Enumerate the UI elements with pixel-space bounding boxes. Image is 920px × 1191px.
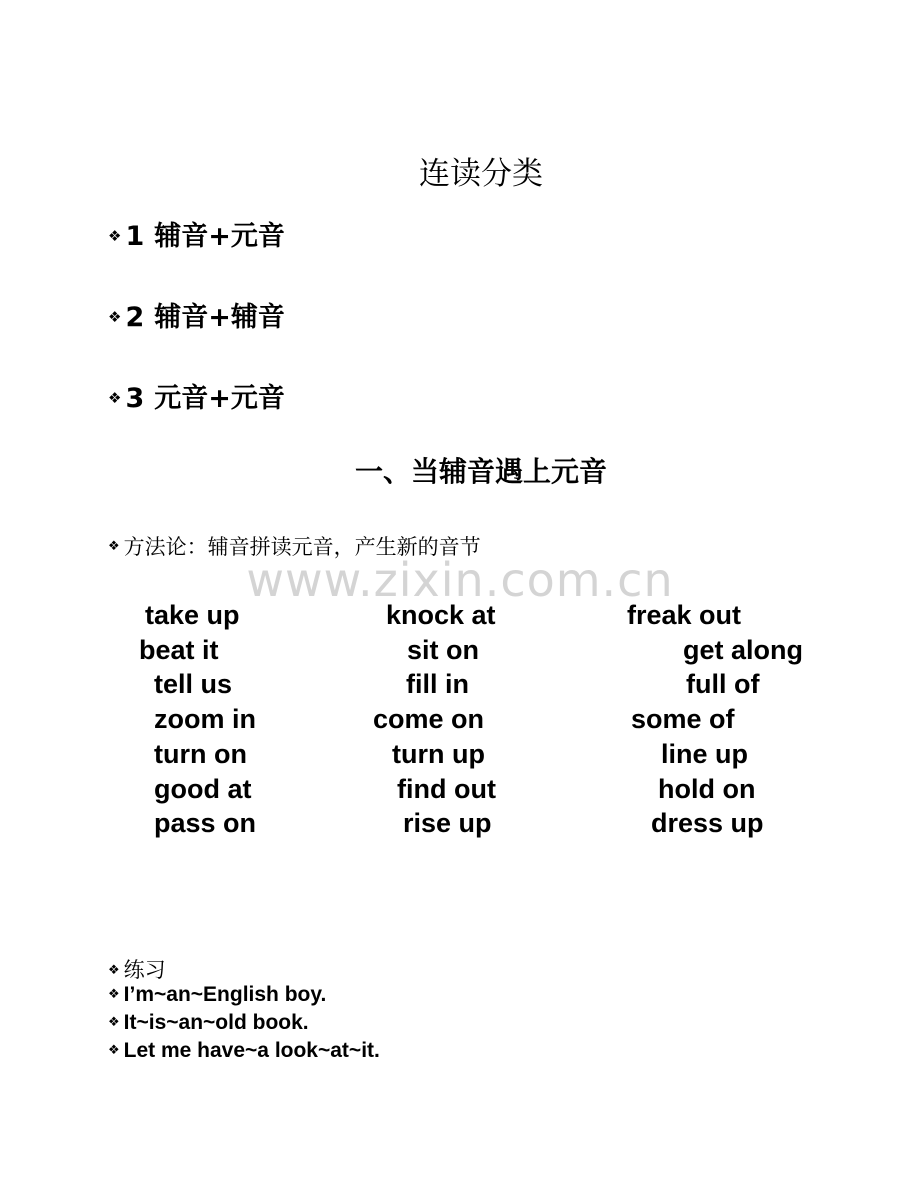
category-number: 1: [125, 221, 145, 252]
category-label: 辅音+元音: [154, 221, 285, 252]
phrase-item: hold on: [658, 774, 756, 804]
page-title: 连读分类: [419, 156, 543, 192]
diamond-bullet-icon: ❖: [108, 1042, 120, 1058]
category-label: 元音+元音: [154, 383, 285, 414]
category-label: 辅音+辅音: [154, 302, 285, 333]
practice-sentence: [108, 1039, 380, 1063]
phrase-item: turn up: [392, 739, 485, 769]
practice-sentence: [108, 1011, 309, 1035]
diamond-bullet-icon: ❖: [108, 963, 120, 978]
phrase-item: dress up: [651, 808, 764, 838]
category-item-1: [108, 214, 285, 253]
diamond-bullet-icon: ❖: [108, 388, 122, 407]
practice-sentence-text: Let me have~a look~at~it.: [123, 1039, 380, 1062]
section-heading: 一、当辅音遇上元音: [354, 455, 607, 488]
category-number: 2: [125, 302, 145, 333]
practice-heading: [108, 954, 166, 984]
category-item-3: [108, 376, 285, 415]
diamond-bullet-icon: ❖: [108, 1014, 120, 1030]
phrase-item: freak out: [627, 600, 742, 630]
phrase-item: line up: [661, 739, 748, 769]
method-text: 方法论：辅音拼读元音，产生新的音节: [123, 535, 481, 559]
phrase-item: take up: [145, 600, 240, 630]
phrase-item: full of: [686, 669, 760, 699]
phrase-item: pass on: [154, 808, 257, 838]
phrase-item: rise up: [403, 808, 492, 838]
phrase-item: zoom in: [154, 704, 256, 734]
category-number: 3: [125, 383, 145, 414]
practice-heading-text: 练习: [123, 958, 166, 982]
phrase-item: tell us: [154, 669, 233, 699]
phrase-item: turn on: [154, 739, 247, 769]
diamond-bullet-icon: ❖: [108, 226, 122, 245]
diamond-bullet-icon: ❖: [108, 986, 120, 1002]
watermark: www.zixin.com.cn: [246, 553, 674, 607]
phrase-item: find out: [397, 774, 496, 804]
practice-sentence-text: I’m~an~English boy.: [123, 983, 327, 1006]
phrase-item: some of: [631, 704, 735, 734]
practice-sentence-text: It~is~an~old book.: [123, 1011, 309, 1034]
phrase-item: beat it: [139, 635, 219, 665]
phrase-item: sit on: [407, 635, 479, 665]
category-item-2: [108, 295, 285, 334]
practice-sentence: [108, 983, 326, 1007]
phrase-item: fill in: [406, 669, 469, 699]
phrase-item: good at: [154, 774, 252, 804]
diamond-bullet-icon: ❖: [108, 307, 122, 326]
phrase-item: come on: [373, 704, 485, 734]
phrase-item: knock at: [386, 600, 496, 630]
diamond-bullet-icon: ❖: [108, 539, 120, 554]
phrase-item: get along: [683, 635, 803, 665]
